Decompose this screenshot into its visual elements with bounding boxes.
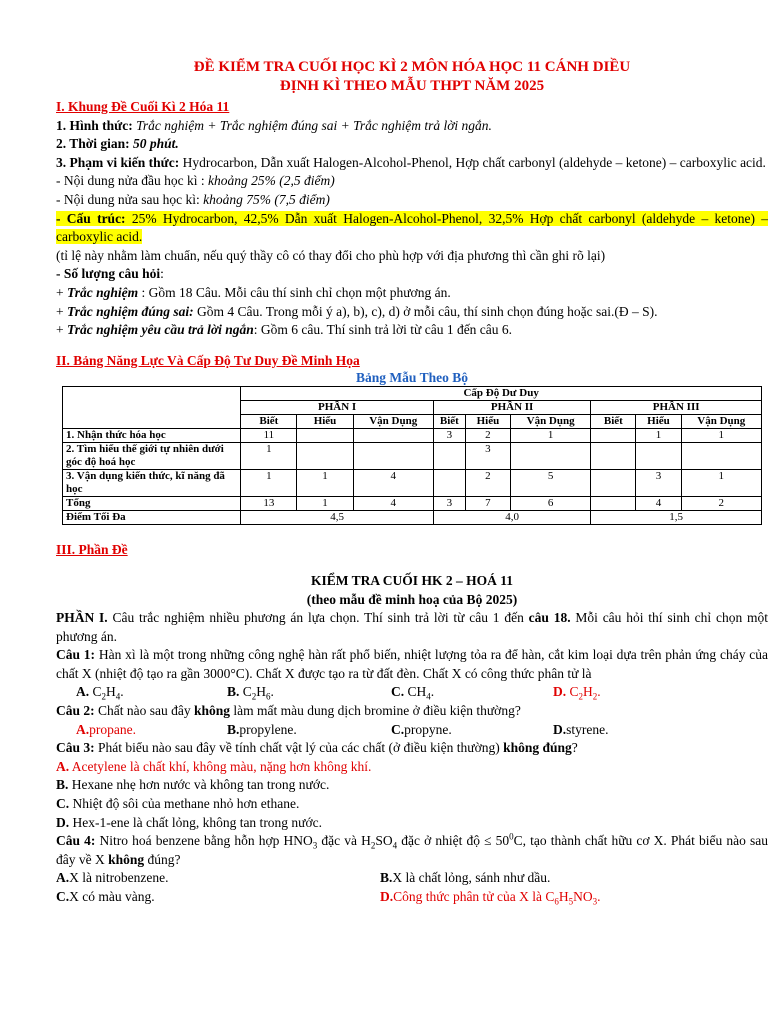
option: A. $C_2H_4$. bbox=[76, 684, 124, 703]
option: B.X là chất lỏng, sánh như dầu. bbox=[380, 870, 551, 886]
option-correct: A. Acetylene là chất khí, không màu, nặng hơn không khí. bbox=[56, 758, 372, 774]
option-correct: A.propane. bbox=[76, 721, 136, 737]
table-row-max-score: Điểm Tối Đa 4,5 4,0 1,5 bbox=[63, 511, 762, 525]
question-4-options-row2 bbox=[56, 888, 768, 907]
question-2: Câu 2: Chất nào sau đây không làm mất màu dung dịch bromine ở điều kiện thường? bbox=[56, 703, 521, 719]
table-row: 1. Nhận thức hóa học 11 3 2 1 1 1 bbox=[63, 429, 762, 443]
table-row: Tổng 13 1 4 3 7 6 4 2 bbox=[63, 497, 762, 511]
table-header-part1: PHẦN I bbox=[241, 401, 434, 415]
document-page bbox=[56, 0, 768, 907]
competency-table bbox=[62, 386, 762, 525]
ratio-note: (tỉ lệ này nhằm làm chuẩn, nếu quý thầy cô có thay đổi cho phù hợp với địa phương thì cần ghi rõ lại) bbox=[56, 247, 606, 263]
option: B.propylene. bbox=[227, 721, 297, 737]
col-header: Hiểu bbox=[636, 415, 681, 429]
col-header: Biết bbox=[241, 415, 297, 429]
table-header-part3: PHẦN III bbox=[591, 401, 762, 415]
option: B. $C_2H_6$. bbox=[227, 684, 274, 703]
option: C. Nhiệt độ sôi của methane nhỏ hơn ethane. bbox=[56, 796, 300, 812]
col-header: Vận Dụng bbox=[353, 415, 433, 429]
option: A.X là nitrobenzene. bbox=[56, 870, 169, 886]
col-header: Biết bbox=[433, 415, 465, 429]
option: D.styrene. bbox=[553, 721, 609, 737]
option-correct: D. $C_2H_2$. bbox=[553, 684, 601, 703]
col-header: Hiểu bbox=[465, 415, 510, 429]
question-3: Câu 3: Phát biểu nào sau đây về tính chất vật lý của các chất (ở điều kiện thường) không đúng? bbox=[56, 740, 578, 756]
question-count-line: - Số lượng câu hỏi: bbox=[56, 266, 164, 282]
table-header-level: Cấp Độ Dư Duy bbox=[241, 387, 762, 401]
table-row: 3. Vận dụng kiến thức, kĩ năng đã học 1 1 4 2 5 3 1 bbox=[63, 470, 762, 497]
option: C. $CH_4$. bbox=[391, 684, 435, 703]
format-line: 1. Hình thức: Trắc nghiệm + Trắc nghiệm đúng sai + Trắc nghiệm trả lời ngắn. bbox=[56, 117, 492, 133]
table-title: Bảng Mẫu Theo Bộ bbox=[356, 370, 468, 386]
option-correct: D.Công thức phân tử của X là $C_6H_5NO_3$. bbox=[380, 889, 601, 907]
col-header: Vận Dụng bbox=[681, 415, 761, 429]
col-header: Biết bbox=[591, 415, 636, 429]
question-1: Câu 1: Hàn xì là một trong những công nghệ hàn rất phổ biến, nhiệt lượng tỏa ra để hàn, cắt kim loại dựa trên phản ứng cháy của chất X (nhiệt độ tạo ra gần 3000°C). Chất X được tạo ra từ đất đèn. Chất X có công thức phân tử là bbox=[56, 647, 768, 681]
section-2-heading: II. Bảng Năng Lực Và Cấp Độ Tư Duy Đề Minh Họa bbox=[56, 352, 360, 368]
part1-instructions: PHẦN I. Câu trắc nghiệm nhiều phương án lựa chọn. Thí sinh trả lời từ câu 1 đến câu 18. Mỗi câu hỏi thí sinh chỉ chọn một phương án. bbox=[56, 610, 768, 644]
time-line: 2. Thời gian: 50 phút. bbox=[56, 136, 179, 152]
question-4-options-row1 bbox=[56, 869, 768, 888]
doc-title-line2: ĐỊNH KÌ THEO MẪU THPT NĂM 2025 bbox=[279, 78, 545, 94]
option: C.X có màu vàng. bbox=[56, 889, 155, 904]
option: D. Hex-1-ene là chất lỏng, không tan trong nước. bbox=[56, 814, 323, 830]
option: B. Hexane nhẹ hơn nước và không tan trong nước. bbox=[56, 777, 330, 793]
col-header: Hiểu bbox=[297, 415, 353, 429]
doc-title-line1: ĐỀ KIỂM TRA CUỐI HỌC KÌ 2 MÔN HÓA HỌC 11 CÁNH DIỀU bbox=[193, 59, 631, 75]
first-half-line: - Nội dung nửa đầu học kì : khoảng 25% (2,5 điểm) bbox=[56, 173, 335, 189]
exam-subtitle: (theo mẫu đề minh hoạ của Bộ 2025) bbox=[306, 591, 518, 607]
table-row: 2. Tìm hiểu thế giới tự nhiên dưới góc độ hoá học 1 3 bbox=[63, 443, 762, 470]
second-half-line: - Nội dung nửa sau học kì: khoảng 75% (7,5 điểm) bbox=[56, 191, 330, 207]
tf-line: + Trắc nghiệm đúng sai: Gồm 4 Câu. Trong mỗi ý a), b), c), d) ở mỗi câu, thí sinh chọn đúng hoặc sai.(Đ – S). bbox=[56, 303, 658, 319]
question-1-options bbox=[56, 683, 768, 702]
col-header: Vận Dụng bbox=[510, 415, 590, 429]
section-1-heading: I. Khung Đề Cuối Kì 2 Hóa 11 bbox=[56, 99, 230, 114]
table-header-part2: PHẦN II bbox=[433, 401, 590, 415]
question-4: Câu 4: Nitro hoá benzene bằng hỗn hợp $HNO_3$ đặc và $H_2SO_4$ đặc ở nhiệt độ ≤ $50^0C$, tạo thành chất hữu cơ X. Phát biểu nào sau đây về X không đúng? bbox=[56, 831, 768, 867]
structure-line: - Cấu trúc: 25% Hydrocarbon, 42,5% Dẫn xuất Halogen-Alcohol-Phenol, 32,5% Hợp chất carbonyl (aldehyde – ketone) – carboxylic acid. bbox=[56, 210, 768, 245]
exam-title: KIỂM TRA CUỐI HK 2 – HOÁ 11 bbox=[311, 572, 513, 588]
short-answer-line: + Trắc nghiệm yêu cầu trả lời ngắn: Gồm 6 câu. Thí sinh trả lời từ câu 1 đến câu 6. bbox=[56, 322, 513, 338]
option: C.propyne. bbox=[391, 721, 452, 737]
question-2-options bbox=[56, 721, 768, 740]
scope-line: 3. Phạm vi kiến thức: Hydrocarbon, Dẫn xuất Halogen-Alcohol-Phenol, Hợp chất carbonyl (aldehyde – ketone) – carboxylic acid. bbox=[56, 154, 766, 170]
section-3-heading: III. Phần Đề bbox=[56, 542, 128, 558]
mc-line: + Trắc nghiệm : Gồm 18 Câu. Mỗi câu thí sinh chỉ chọn một phương án. bbox=[56, 284, 451, 300]
